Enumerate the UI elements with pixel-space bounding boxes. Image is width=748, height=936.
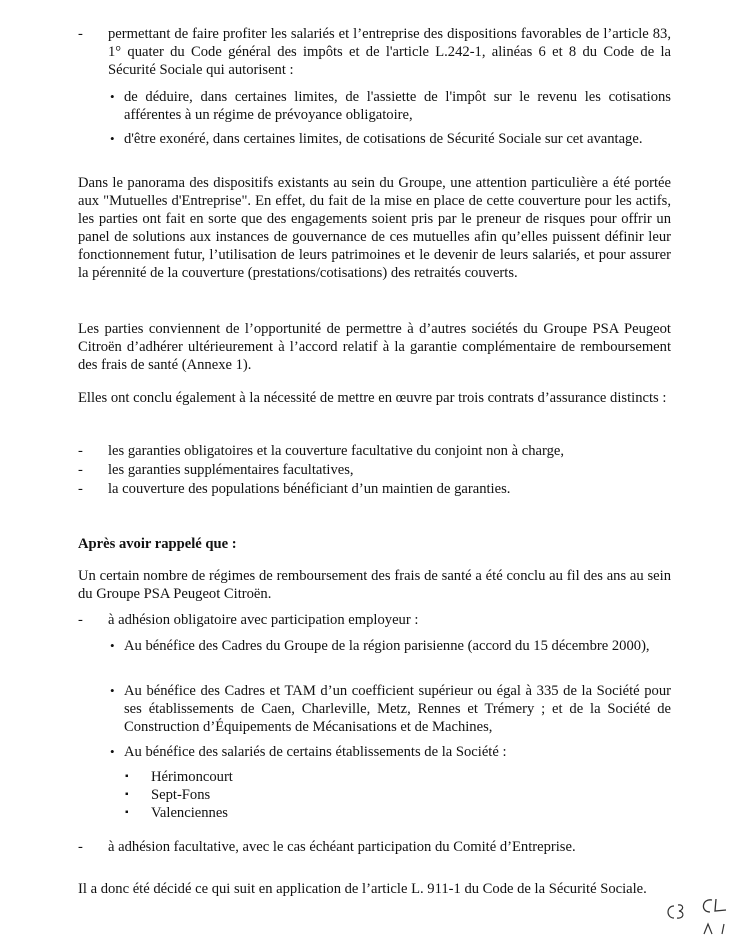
contrats-list-text: les garanties obligatoires et la couverture facultative du conjoint non à charge, bbox=[108, 443, 565, 459]
intro-bullet-2 bbox=[110, 130, 671, 148]
dash-marker: - bbox=[78, 26, 83, 42]
dash-marker: - bbox=[78, 443, 83, 459]
etablissement-name: Valenciennes bbox=[151, 805, 228, 821]
heading-apres-avoir-rappele: Après avoir rappelé que : bbox=[78, 536, 237, 552]
square-marker: ▪ bbox=[125, 771, 129, 782]
contrats-list-text: les garanties supplémentaires facultatives, bbox=[108, 462, 354, 478]
paragraph-decide: Il a donc été décidé ce qui suit en application de l’article L. 911-1 du Code de la Sécurité Sociale. bbox=[78, 881, 647, 897]
bullet-marker: • bbox=[110, 744, 115, 759]
contrats-list-item bbox=[78, 461, 671, 479]
etablissement-name: Hérimoncourt bbox=[151, 769, 233, 785]
contrats-list-item bbox=[78, 442, 671, 460]
bullet-marker: • bbox=[110, 131, 115, 146]
paragraph-panorama: Dans le panorama des dispositifs existants au sein du Groupe, une attention particulière a été portée aux "Mutuelles d'Entreprise". En effet, du fait de la mise en place de cette couverture pour les actifs, les parties ont fait en sorte que des engagements soient pris par le preneur de risques pour offrir un panel de solutions aux instances de gouvernance de ces mutuelles afin qu’elles puissent définir leur fonctionnement futur, l’utilisation de leurs patrimoines et le devenir de leurs salariés, et pour assurer la pérennité de la couverture (prestations/cotisations) des retraités couverts. bbox=[78, 175, 671, 281]
paragraph-regimes: Un certain nombre de régimes de remboursement des frais de santé a été conclu au fil des ans au sein du Groupe PSA Peugeot Citroën. bbox=[78, 568, 671, 602]
bullet-marker: • bbox=[110, 638, 115, 653]
dash-marker: - bbox=[78, 612, 83, 628]
adhesion-obligatoire-item bbox=[78, 611, 671, 629]
dash-marker: - bbox=[78, 839, 83, 855]
bullet-marker: • bbox=[110, 89, 115, 104]
adhesion-facultative-item bbox=[78, 838, 671, 856]
intro-bullet-1 bbox=[110, 88, 671, 124]
etablissement-item bbox=[125, 768, 425, 786]
intro-bullet-text: de déduire, dans certaines limites, de l'assiette de l'impôt sur le revenu les cotisations afférentes à un régime de prévoyance obligatoire, bbox=[124, 89, 671, 123]
intro-dash-item bbox=[78, 25, 671, 79]
etablissement-item bbox=[125, 786, 425, 804]
contrats-list-text: la couverture des populations bénéficiant d’un maintien de garanties. bbox=[108, 481, 511, 497]
obligatoire-bullet-text: Au bénéfice des Cadres et TAM d’un coefficient supérieur ou égal à 335 de la Société pour ses établissements de Caen, Charleville, Metz, Rennes et Trémery ; et de la Société de Construction d’Équipements de Mécanisations et de Machines, bbox=[124, 683, 671, 735]
obligatoire-bullet-text: Au bénéfice des salariés de certains établissements de la Société : bbox=[124, 744, 507, 760]
square-marker: ▪ bbox=[125, 807, 129, 818]
etablissement-name: Sept-Fons bbox=[151, 787, 211, 803]
paragraph-opportunite: Les parties conviennent de l’opportunité de permettre à d’autres sociétés du Groupe PSA Peugeot Citroën d’adhérer ultérieurement à l’accord relatif à la garantie complémentaire de remboursement des frais de santé (Annexe 1). bbox=[78, 321, 671, 373]
dash-marker: - bbox=[78, 481, 83, 497]
obligatoire-bullet-3 bbox=[110, 743, 671, 761]
obligatoire-bullet-text: Au bénéfice des Cadres du Groupe de la région parisienne (accord du 15 décembre 2000), bbox=[124, 638, 650, 654]
square-marker: ▪ bbox=[125, 789, 129, 800]
bullet-marker: • bbox=[110, 683, 115, 698]
paragraph-contrats: Elles ont conclu également à la nécessité de mettre en œuvre par trois contrats d’assurance distincts : bbox=[78, 390, 667, 406]
contrats-list-item bbox=[78, 480, 671, 498]
intro-dash-text: permettant de faire profiter les salariés et l’entreprise des dispositions favorables de l’article 83, 1° quater du Code général des impôts et de l'article L.242-1, alinéas 6 et 8 du Code de la Sécurité Sociale qui autorisent : bbox=[108, 26, 671, 78]
intro-bullet-text: d'être exonéré, dans certaines limites, de cotisations de Sécurité Sociale sur cet avantage. bbox=[124, 131, 643, 147]
obligatoire-bullet-2 bbox=[110, 682, 671, 736]
adhesion-obligatoire-text: à adhésion obligatoire avec participation employeur : bbox=[108, 612, 419, 628]
adhesion-facultative-text: à adhésion facultative, avec le cas échéant participation du Comité d’Entreprise. bbox=[108, 839, 576, 855]
dash-marker: - bbox=[78, 462, 83, 478]
etablissement-item bbox=[125, 804, 425, 822]
obligatoire-bullet-1 bbox=[110, 637, 671, 655]
handwritten-initials-signature bbox=[660, 896, 748, 936]
